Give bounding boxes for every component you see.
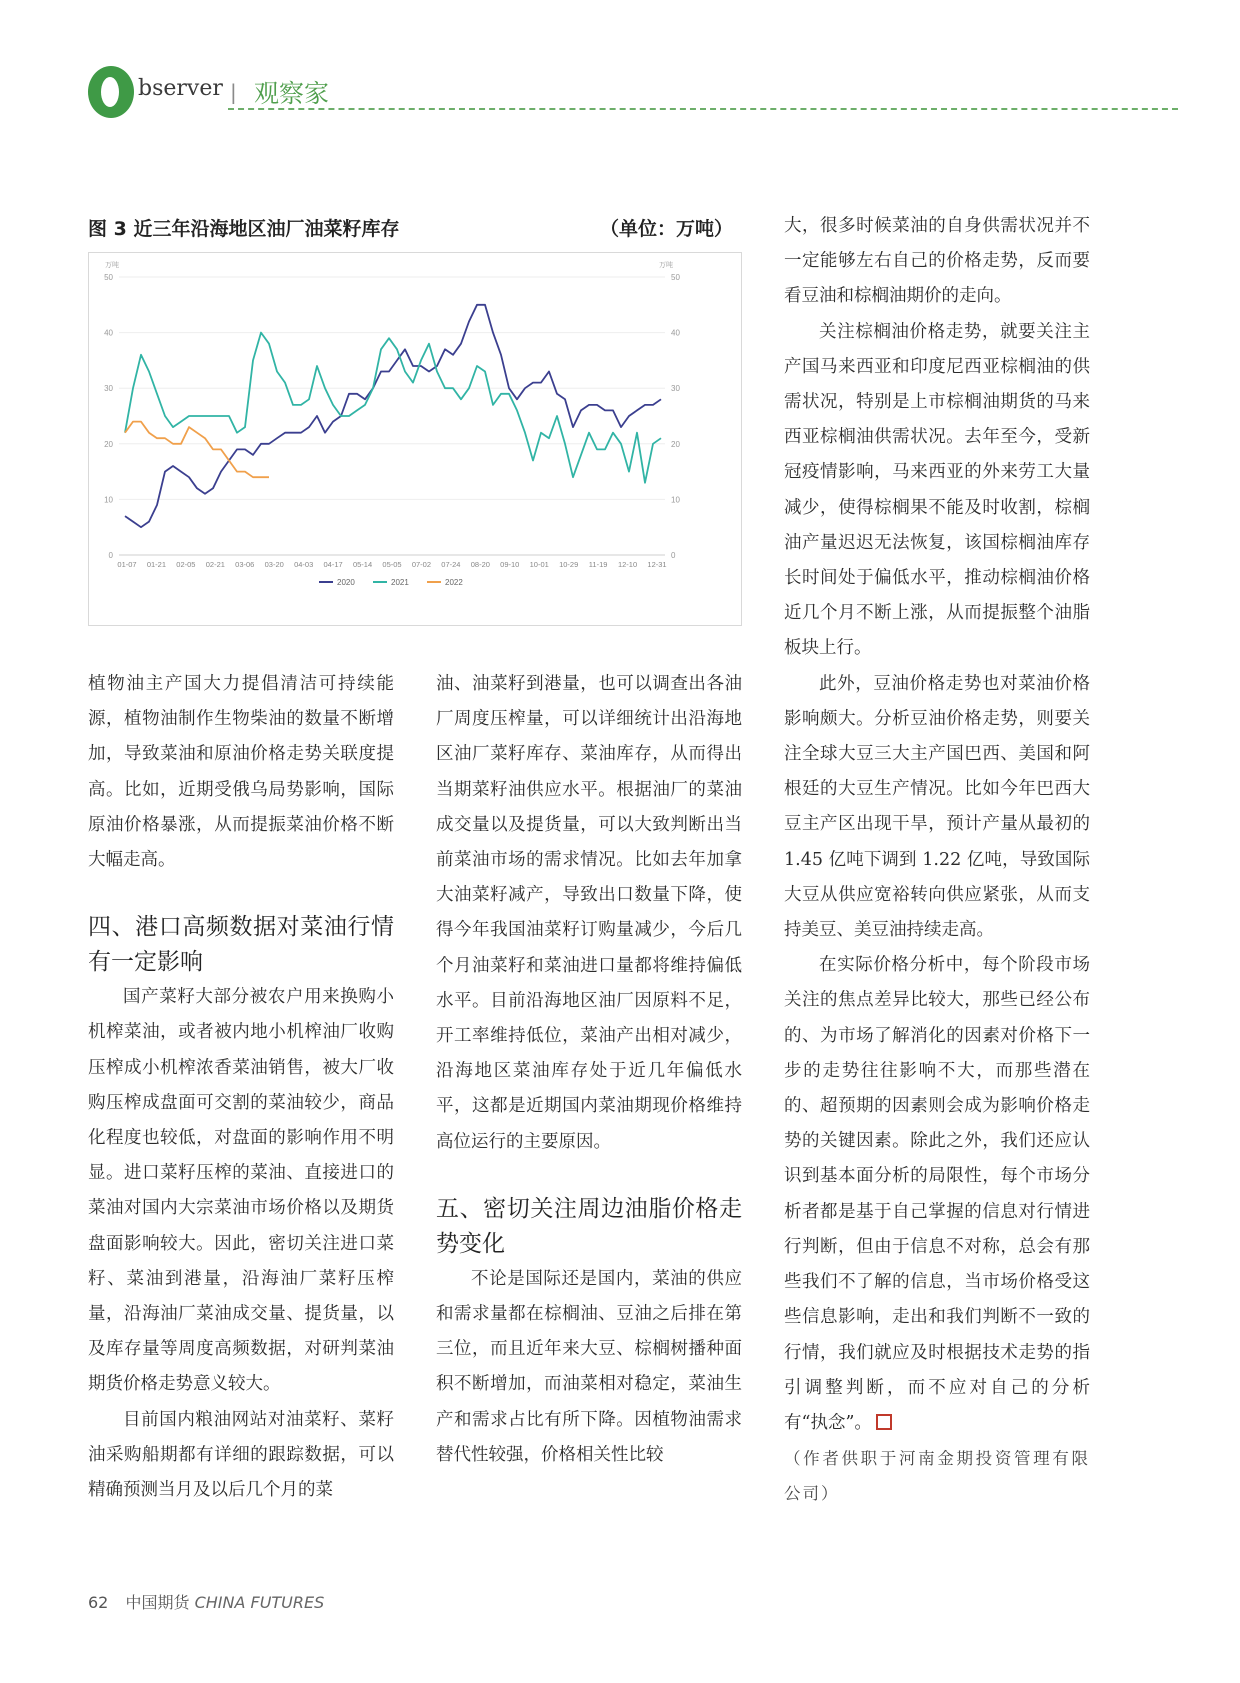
figure-unit: （单位：万吨） <box>600 218 734 240</box>
column-1 <box>88 667 394 1508</box>
x-tick-label: 10-01 <box>529 560 549 569</box>
inventory-chart <box>88 252 742 626</box>
paragraph: 此外，豆油价格走势也对菜油价格影响颇大。分析豆油价格走势，则要关注全球大豆三大主产国巴西、美国和阿根廷的大豆生产情况。比如今年巴西大豆主产区出现干旱，预计产量从最初的 1.45 亿吨下调到 1.22 亿吨，导致国际大豆从供应宽裕转向供应紧张，从而支持美豆、美豆油持续走高。 <box>784 673 1090 941</box>
paragraph: 油、油菜籽到港量，也可以调查出各油厂周度压榨量，可以详细统计出沿海地区油厂菜籽库存、菜油库存，从而得出当期菜籽油供应水平。根据油厂的菜油成交量以及提货量，可以大致判断出当前菜油市场的需求情况。比如去年加拿大油菜籽减产，导致出口数量下降，使得今年我国油菜籽订购量减少，今后几个月油菜籽和菜油进口量都将维持偏低水平。目前沿海地区油厂因原料不足，开工率维持低位，菜油产出相对减少，沿海地区菜油库存处于近几年偏低水平，这都是近期国内菜油期现价格维持高位运行的主要原因。 <box>436 674 742 1152</box>
x-tick-label: 09-10 <box>500 560 520 569</box>
paragraph: 国产菜籽大部分被农户用来换购小机榨菜油，或者被内地小机榨油厂收购压榨成小机榨浓香菜油销售，被大厂收购压榨成盘面可交割的菜油较少，商品化程度也较低，对盘面的影响作用不明显。进口菜籽压榨的菜油、直接进口的菜油对国内大宗菜油市场价格以及期货盘面影响较大。因此，密切关注进口菜籽、菜油到港量，沿海油厂菜籽压榨量，沿海油厂菜油成交量、提货量，以及库存量等周度高频数据，对研判菜油期货价格走势意义较大。 <box>88 987 394 1395</box>
y-tick-label-right: 40 <box>671 328 680 338</box>
header-divider <box>228 108 1178 110</box>
paragraph: 大，很多时候菜油的自身供需状况并不一定能够左右自己的价格走势，反而要看豆油和棕榈油期价的走向。 <box>784 216 1090 307</box>
end-mark-icon <box>876 1414 892 1430</box>
page-footer <box>88 1590 324 1613</box>
x-tick-label: 01-21 <box>146 560 167 569</box>
y-unit-right: 万吨 <box>659 262 673 269</box>
x-tick-label: 07-24 <box>441 560 461 569</box>
y-tick-label-left: 50 <box>104 273 113 282</box>
x-tick-label: 04-03 <box>294 560 314 569</box>
x-tick-label: 12-31 <box>647 560 667 569</box>
y-unit-left: 万吨 <box>105 262 119 269</box>
x-tick-label: 03-20 <box>264 560 284 569</box>
x-tick-label: 02-05 <box>176 560 196 569</box>
section-heading-4: 四、港口高频数据对菜油行情有一定影响 <box>88 914 394 976</box>
magazine-name-en: CHINA FUTURES <box>194 1593 325 1612</box>
y-tick-label-left: 10 <box>104 495 113 505</box>
x-tick-label: 07-02 <box>411 560 432 569</box>
legend-label-2022: 2022 <box>445 578 463 587</box>
author-byline: （作者供职于河南金期投资管理有限公司） <box>784 1449 1090 1504</box>
column-3 <box>784 209 1090 1512</box>
legend-label-2021: 2021 <box>391 578 409 587</box>
y-tick-label-left: 30 <box>104 384 113 394</box>
section-heading-5: 五、密切关注周边油脂价格走势变化 <box>436 1195 742 1257</box>
y-tick-label-right: 30 <box>671 384 680 394</box>
y-tick-label-right: 20 <box>671 439 680 449</box>
paragraph-text: 在实际价格分析中，每个阶段市场关注的焦点差异比较大，那些已经公布的、为市场了解消化的因素对价格下一步的走势往往影响不大，而那些潜在的、超预期的因素则会成为影响价格走势的关键因素。除此之外，我们还应认识到基本面分析的局限性，每个市场分析者都是基于自己掌握的信息对行情进行判断，但由于信息不对称，总会有那些我们不了解的信息，当市场价格受这些信息影响，走出和我们判断不一致的行情，我们就应及时根据技术走势的指引调整判断，而不应对自己的分析有“执念”。 <box>784 955 1090 1433</box>
logo-separator: | <box>230 80 237 104</box>
y-tick-label-right: 10 <box>671 495 680 505</box>
page-header <box>88 62 1178 122</box>
series-line-2021 <box>125 333 661 483</box>
x-tick-label: 05-14 <box>352 560 373 569</box>
y-tick-label-right: 0 <box>671 551 676 560</box>
series-line-2022 <box>125 422 269 478</box>
paragraph <box>784 948 1090 1441</box>
x-tick-label: 02-21 <box>205 560 225 569</box>
x-tick-label: 10-29 <box>559 560 579 569</box>
figure-title: 图 3 近三年沿海地区油厂油菜籽库存 <box>88 218 400 240</box>
legend-label-2020: 2020 <box>337 578 355 587</box>
x-tick-label: 05-05 <box>382 560 402 569</box>
observer-logo-icon <box>88 66 134 118</box>
magazine-name-cn: 中国期货 <box>125 1593 190 1612</box>
y-tick-label-left: 40 <box>104 328 113 338</box>
paragraph: 植物油主产国大力提倡清洁可持续能源，植物油制作生物柴油的数量不断增加，导致菜油和原油价格走势关联度提高。比如，近期受俄乌局势影响，国际原油价格暴涨，从而提振菜油价格不断大幅走高。 <box>88 674 394 871</box>
paragraph: 目前国内粮油网站对油菜籽、菜籽油采购船期都有详细的跟踪数据，可以精确预测当月及以后几个月的菜 <box>88 1409 394 1501</box>
chart-svg <box>89 253 741 625</box>
section-title: 观察家 <box>254 79 330 108</box>
x-tick-label: 03-06 <box>235 560 255 569</box>
x-tick-label: 08-20 <box>470 560 490 569</box>
y-tick-label-left: 20 <box>104 439 113 449</box>
column-2 <box>436 667 742 1473</box>
page-number: 62 <box>88 1593 109 1612</box>
logo-word: bserver <box>138 76 223 101</box>
y-tick-label-right: 50 <box>671 273 680 282</box>
x-tick-label: 12-10 <box>617 560 638 569</box>
x-tick-label: 04-17 <box>323 560 343 569</box>
x-tick-label: 11-19 <box>588 560 608 569</box>
paragraph: 关注棕榈油价格走势，就要关注主产国马来西亚和印度尼西亚棕榈油的供需状况，特别是上市棕榈油期货的马来西亚棕榈油供需状况。去年至今，受新冠疫情影响，马来西亚的外来劳工大量减少，使得棕榈果不能及时收割，棕榈油产量迟迟无法恢复，该国棕榈油库存长时间处于偏低水平，推动棕榈油价格近几个月不断上涨，从而提振整个油脂板块上行。 <box>784 321 1090 659</box>
x-tick-label: 01-07 <box>117 560 137 569</box>
y-tick-label-left: 0 <box>108 551 113 560</box>
paragraph: 不论是国际还是国内，菜油的供应和需求量都在棕榈油、豆油之后排在第三位，而且近年来大豆、棕榈树播种面积不断增加，而油菜相对稳定，菜油生产和需求占比有所下降。因植物油需求替代性较强，价格相关性比较 <box>436 1268 742 1465</box>
